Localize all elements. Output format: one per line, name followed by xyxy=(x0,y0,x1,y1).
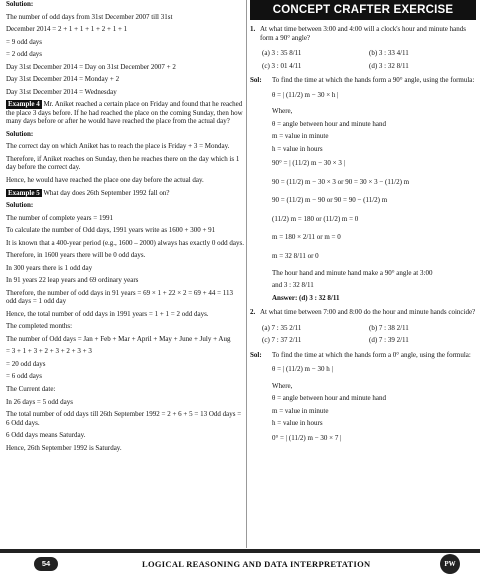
text-line: θ = angle between hour and minute hand xyxy=(272,394,387,403)
text-content: 6 Odd days means Saturday. xyxy=(6,431,86,440)
text-content: Therefore, in 1600 years there will be 0 odd days. xyxy=(6,251,146,260)
solution-text: To find the time at which the hands form a 0° angle, using the formula: xyxy=(272,350,471,359)
text-content: Mr. Aniket reached a certain place on Friday and found that he reached the place 3 days before. If he had reached the place on the coming Sunday, then how many days before or after he would have reached the place from the actual day? xyxy=(6,100,243,126)
solution-label: Sol: xyxy=(250,350,262,359)
example-tag: Example 4 xyxy=(8,100,40,109)
text-line xyxy=(6,214,244,223)
text-content: = 2 odd days xyxy=(6,50,43,59)
text-line xyxy=(6,176,244,185)
equation: θ = | (11/2) m − 30 × h | xyxy=(272,90,339,99)
solution xyxy=(250,351,476,360)
equation: 90° = | (11/2) m − 30 × 3 | xyxy=(272,159,345,168)
text-line xyxy=(6,385,244,394)
text-line xyxy=(6,239,244,248)
text-line xyxy=(6,289,244,306)
equation: 90 = (11/2) m − 90 or 90 = 90 − (11/2) m xyxy=(272,196,388,205)
text-line: m = value in minute xyxy=(272,406,329,415)
exercise-body xyxy=(250,20,476,450)
text-line xyxy=(6,444,244,453)
text-content: Solution: xyxy=(6,201,34,210)
question-text: At what time between 7:00 and 8:00 do the hour and minute hands coincide? xyxy=(260,308,476,317)
running-title: LOGICAL REASONING AND DATA INTERPRETATION xyxy=(142,559,371,569)
text-line xyxy=(6,226,244,235)
text-line xyxy=(6,155,244,172)
text-line xyxy=(6,142,244,151)
text-content: The number of odd days from 31st December 2007 till 31st xyxy=(6,12,173,21)
text-line xyxy=(6,322,244,331)
answer: Answer: (d) 3 : 32 8/11 xyxy=(272,293,340,302)
text-line xyxy=(6,251,244,260)
question xyxy=(250,308,476,317)
text-content: = 9 odd days xyxy=(6,37,43,46)
right-column xyxy=(250,0,476,450)
text-content: The completed months: xyxy=(6,322,73,331)
page-footer xyxy=(0,549,480,579)
text-line xyxy=(6,398,244,407)
solution-label: Sol: xyxy=(250,76,262,85)
solution xyxy=(250,76,476,85)
solution-text: To find the time at which the hands form a 90° angle, using the formula: xyxy=(272,76,475,85)
publisher-logo: PW xyxy=(440,554,460,574)
footer-rule xyxy=(0,549,480,553)
equation: 90 = (11/2) m − 30 × 3 or 90 = 30 × 3 − (11/2) m xyxy=(272,177,410,186)
text-content: Therefore, the number of odd days in 91 years = 69 × 1 + 22 × 2 = 69 + 44 = 113 odd days = 1 odd day xyxy=(6,288,234,306)
text-content: In 26 days = 5 odd days xyxy=(6,397,73,406)
text-line xyxy=(6,13,244,22)
text-line xyxy=(6,0,244,9)
text-content: The number of complete years = 1991 xyxy=(6,213,113,222)
equation: 0° = | (11/2) m − 30 × 7 | xyxy=(272,433,342,442)
text-line xyxy=(6,201,244,210)
column-divider xyxy=(246,0,247,548)
question-number: 1. xyxy=(250,25,256,34)
question-text: At what time between 3:00 and 4:00 will a clock's hour and minute hands form a 90° angle? xyxy=(260,25,466,42)
text-line xyxy=(6,189,244,198)
text-content: Day 31st December 2014 = Wednesday xyxy=(6,87,117,96)
text-content: Day 31st December 2014 = Monday + 2 xyxy=(6,75,120,84)
answer-option: (c) 3 : 01 4/11 xyxy=(262,61,302,70)
text-line xyxy=(6,50,244,59)
text-content: What day does 26th September 1992 fall on? xyxy=(43,188,170,197)
text-line xyxy=(6,130,244,139)
question-number: 2. xyxy=(250,308,256,317)
left-column xyxy=(6,0,244,456)
equation: m = 180 × 2/11 or m = 0 xyxy=(272,233,341,242)
text-content: Hence, 26th September 1992 is Saturday. xyxy=(6,443,122,452)
text-line: θ = angle between hour and minute hand xyxy=(272,119,387,128)
equation: m = 32 8/11 or 0 xyxy=(272,251,319,260)
equation: (11/2) m = 180 or (11/2) m = 0 xyxy=(272,214,359,223)
text-content: = 3 + 1 + 3 + 2 + 3 + 2 + 3 + 3 xyxy=(6,347,92,356)
text-content: Therefore, if Aniket reaches on Sunday, then he reaches there on the day which is 1 day before the correct day. xyxy=(6,154,240,172)
text-line xyxy=(6,410,244,427)
text-line xyxy=(6,276,244,285)
text-line xyxy=(6,431,244,440)
text-line: h = value in hours xyxy=(272,144,323,153)
text-content: In 91 years 22 leap years and 69 ordinary years xyxy=(6,276,139,285)
text-line xyxy=(6,25,244,34)
text-content: Solution: xyxy=(6,0,34,8)
answer-option: (a) 3 : 35 8/11 xyxy=(262,49,302,58)
text-line xyxy=(6,63,244,72)
answer-options xyxy=(250,49,476,70)
text-line xyxy=(6,264,244,273)
text-line xyxy=(6,38,244,47)
text-content: The number of Odd days = Jan + Feb + Mar + April + May + June + July + Aug xyxy=(6,334,231,343)
text-content: = 6 odd days xyxy=(6,372,43,381)
text-content: The total number of odd days till 26th September 1992 = 2 + 6 + 5 = 13 Odd days = 6 Odd days. xyxy=(6,410,242,427)
text-line xyxy=(6,360,244,369)
text-content: Solution: xyxy=(6,129,34,138)
text-line: Where, xyxy=(272,107,293,116)
text-content: The Current date: xyxy=(6,385,56,393)
text-line xyxy=(6,335,244,344)
answer-option: (a) 7 : 35 2/11 xyxy=(262,323,302,332)
text-content: In 300 years there is 1 odd day xyxy=(6,263,93,272)
text-content: Hence, the total number of odd days in 1991 years = 1 + 1 = 2 odd days. xyxy=(6,309,209,318)
answer-option: (c) 7 : 37 2/11 xyxy=(262,336,302,345)
equation: θ = | (11/2) m − 30 h | xyxy=(272,365,333,374)
example-tag: Example 5 xyxy=(8,188,40,197)
text-line xyxy=(6,88,244,97)
question xyxy=(250,25,476,42)
exercise-banner: CONCEPT CRAFTER EXERCISE xyxy=(250,0,476,20)
text-line xyxy=(6,100,244,126)
text-line: and 3 : 32 8/11 xyxy=(272,281,314,290)
text-line: The hour hand and minute hand make a 90° angle at 3:00 xyxy=(272,268,433,277)
text-line xyxy=(6,347,244,356)
text-content: Hence, he would have reached the place one day before the actual day. xyxy=(6,175,204,184)
text-content: The correct day on which Aniket has to reach the place is Friday + 3 = Monday. xyxy=(6,142,230,151)
text-line: Where, xyxy=(272,381,293,390)
text-line xyxy=(6,75,244,84)
text-content: It is known that a 400-year period (e.g., 1600 – 2000) always has exactly 0 odd days. xyxy=(6,238,244,247)
text-line xyxy=(6,310,244,319)
text-line: m = value in minute xyxy=(272,132,329,141)
text-content: To calculate the number of Odd days, 1991 years write as 1600 + 300 + 91 xyxy=(6,226,216,235)
text-line: h = value in hours xyxy=(272,419,323,428)
text-content: Day 31st December 2014 = Day on 31st December 2007 + 2 xyxy=(6,62,176,71)
text-content: December 2014 = 2 + 1 + 1 + 1 + 2 + 1 + 1 xyxy=(6,25,128,34)
answer-option: (d) 7 : 39 2/11 xyxy=(369,336,409,345)
answer-option: (b) 3 : 33 4/11 xyxy=(369,49,409,58)
text-content: = 20 odd days xyxy=(6,359,46,368)
answer-options xyxy=(250,324,476,345)
page-number: 54 xyxy=(34,557,58,571)
answer-option: (b) 7 : 38 2/11 xyxy=(369,323,409,332)
text-line xyxy=(6,372,244,381)
answer-option: (d) 3 : 32 8/11 xyxy=(369,61,409,70)
